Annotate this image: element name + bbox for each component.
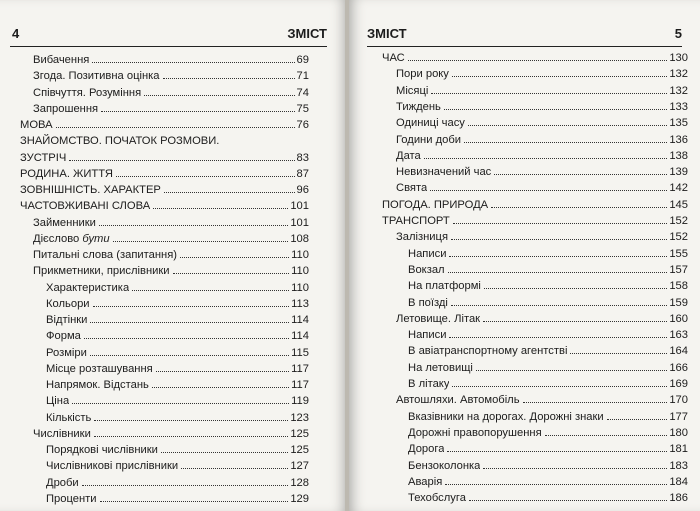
toc-page-number: 180	[669, 426, 688, 439]
toc-page-number: 69	[296, 54, 309, 66]
toc-entry-text: В поїзді	[408, 296, 448, 309]
toc-entry	[46, 442, 309, 459]
toc-entry-title	[396, 164, 491, 181]
toc-entry-text: ЗНАЙОМСТВО. ПОЧАТОК РОЗМОВИ.	[20, 135, 220, 148]
toc-page-number: 125	[290, 444, 309, 456]
toc-page-number: 76	[296, 119, 309, 131]
toc-page-number: 164	[669, 345, 688, 358]
toc-entry-text: В авіатранспортному агентстві	[408, 345, 568, 358]
toc-leader-dots	[90, 322, 289, 323]
toc-entry-title	[33, 215, 96, 232]
toc-entry-title	[396, 148, 421, 165]
right-header-title: ЗМІСТ	[367, 26, 407, 41]
toc-entry	[408, 474, 688, 491]
toc-entry	[33, 263, 309, 280]
toc-entry	[408, 425, 688, 442]
toc-page-number: 186	[669, 492, 688, 505]
toc-page-number: 74	[296, 86, 309, 99]
toc-page-number: 152	[669, 215, 688, 227]
toc-page-number: 135	[669, 117, 688, 130]
toc-entry-title	[408, 441, 444, 458]
toc-entry-text: Дроби	[46, 476, 79, 489]
toc-entry-text: Невизначений час	[396, 166, 492, 179]
toc-entry	[408, 360, 688, 377]
toc-entry-text: Займенники	[33, 216, 96, 229]
toc-entry	[46, 491, 309, 508]
toc-entry-title	[20, 198, 150, 215]
toc-entry	[33, 101, 309, 118]
toc-page-number: 110	[291, 265, 309, 278]
toc-entry-text: Відтінки	[46, 314, 88, 326]
toc-entry-text: Запрошення	[33, 102, 99, 115]
toc-page-number: 139	[669, 166, 688, 179]
toc-entry	[33, 231, 309, 248]
toc-entry-text: Кількість	[46, 411, 92, 424]
toc-entry	[46, 393, 309, 410]
toc-entry	[20, 133, 309, 150]
toc-entry-text: ЗОВНІШНІСТЬ. ХАРАКТЕР	[20, 184, 161, 196]
toc-page-number: 117	[291, 362, 309, 375]
toc-entry-text: Дорога	[408, 443, 445, 456]
toc-leader-dots	[447, 451, 667, 452]
toc-page-number: 119	[291, 395, 309, 408]
toc-entry-text: Напрямок. Відстань	[46, 379, 149, 391]
toc-leader-dots	[173, 273, 290, 274]
left-header-title: ЗМІСТ	[287, 26, 327, 41]
toc-entry-title	[46, 345, 87, 362]
toc-entry	[46, 377, 309, 394]
toc-entry-text: Форма	[46, 330, 81, 343]
toc-leader-dots	[84, 338, 289, 339]
toc-page-number: 101	[290, 216, 309, 229]
toc-page-number: 115	[291, 346, 309, 359]
toc-leader-dots	[484, 288, 667, 289]
toc-leader-dots	[451, 239, 667, 240]
toc-leader-dots	[483, 468, 667, 469]
toc-leader-dots	[116, 176, 295, 177]
toc-page-number: 130	[669, 52, 688, 64]
toc-page-number: 184	[669, 475, 688, 488]
toc-page-number: 142	[669, 182, 688, 195]
toc-leader-dots	[56, 127, 295, 128]
toc-entry	[46, 475, 309, 492]
toc-leader-dots	[132, 290, 289, 291]
toc-entry-text: РОДИНА. ЖИТТЯ	[20, 167, 113, 180]
toc-entry-text: МОВА	[20, 119, 53, 131]
toc-page-number: 71	[296, 70, 309, 83]
toc-entry-text: Дата	[396, 149, 421, 162]
toc-entry	[46, 458, 309, 475]
toc-page-number: 132	[669, 68, 688, 81]
toc-entry-title	[408, 425, 542, 442]
toc-entry-italic: бути	[82, 232, 110, 245]
toc-entry-title	[396, 180, 427, 197]
toc-entry	[408, 278, 688, 295]
toc-entry-text: На платформі	[408, 280, 481, 293]
toc-leader-dots	[570, 353, 667, 354]
toc-leader-dots	[144, 95, 294, 96]
toc-leader-dots	[545, 435, 668, 436]
toc-entry	[396, 148, 688, 165]
toc-page-number: 136	[669, 133, 688, 146]
toc-leader-dots	[181, 468, 288, 469]
toc-page-number: 114	[291, 330, 309, 343]
toc-page-number: 113	[291, 297, 309, 310]
toc-entry-title	[408, 458, 480, 475]
toc-page-number: 108	[290, 232, 309, 245]
toc-entry-title	[396, 83, 428, 100]
toc-entry-title	[396, 66, 449, 83]
toc-entry-title	[396, 99, 441, 116]
toc-entry-text: ПОГОДА. ПРИРОДА	[382, 198, 489, 211]
toc-leader-dots	[607, 419, 668, 420]
toc-leader-dots	[494, 174, 667, 175]
toc-entry-text: ЗУСТРІЧ	[20, 151, 67, 164]
toc-entry-title	[396, 115, 465, 132]
toc-entry	[396, 99, 688, 116]
toc-entry	[408, 343, 688, 360]
toc-page-number: 127	[290, 460, 309, 473]
toc-page-number: 129	[290, 492, 309, 505]
toc-entry-text: Прикметники, прислівники	[33, 265, 170, 278]
toc-entry	[408, 246, 688, 263]
toc-entry	[46, 328, 309, 345]
toc-entry	[408, 490, 688, 507]
toc-entry-title	[46, 491, 97, 508]
toc-leader-dots	[156, 371, 289, 372]
toc-entry-text: Розміри	[46, 346, 87, 359]
toc-leader-dots	[99, 225, 288, 226]
toc-leader-dots	[464, 142, 667, 143]
left-header-rule	[10, 46, 327, 47]
toc-entry	[396, 83, 688, 100]
toc-page-number: 123	[290, 411, 309, 424]
toc-entry-text: Пори року	[396, 68, 449, 81]
right-page-number: 5	[674, 26, 682, 41]
toc-leader-dots	[94, 436, 289, 437]
toc-entry-text: Згода. Позитивна оцінка	[33, 70, 160, 83]
toc-entry-title	[408, 490, 466, 507]
toc-entry	[396, 229, 688, 246]
toc-entry	[46, 296, 309, 313]
toc-entry	[20, 117, 309, 134]
toc-leader-dots	[100, 501, 289, 502]
toc-entry	[408, 262, 688, 279]
toc-entry	[33, 52, 309, 69]
toc-entry-text: Техобслуга	[408, 492, 466, 505]
toc-entry-title	[46, 296, 90, 313]
toc-entry-title	[20, 166, 113, 183]
toc-leader-dots	[523, 402, 668, 403]
toc-entry	[396, 180, 688, 197]
toc-leader-dots	[431, 93, 667, 94]
toc-leader-dots	[452, 76, 667, 77]
toc-entry-text: Проценти	[46, 492, 97, 505]
toc-entry-text: Написи	[408, 247, 447, 260]
toc-entry-text: ЧАСТОВЖИВАНІ СЛОВА	[20, 200, 151, 213]
toc-entry	[396, 132, 688, 149]
toc-entry	[408, 441, 688, 458]
toc-leader-dots	[113, 241, 289, 242]
toc-leader-dots	[483, 321, 667, 322]
toc-entry-title	[396, 229, 448, 246]
toc-entry-title	[408, 343, 567, 360]
toc-entry-title	[408, 376, 449, 393]
toc-leader-dots	[453, 223, 668, 224]
toc-leader-dots	[448, 272, 668, 273]
toc-entry	[20, 166, 309, 183]
toc-leader-dots	[164, 192, 295, 193]
toc-entry	[396, 164, 688, 181]
toc-leader-dots	[430, 190, 667, 191]
toc-entry-title	[46, 393, 69, 410]
toc-entry-text: Кольори	[46, 297, 90, 310]
toc-page-number: 166	[669, 361, 688, 374]
toc-leader-dots	[180, 257, 289, 258]
toc-page-number: 145	[669, 198, 688, 211]
left-page-number: 4	[12, 26, 20, 41]
toc-page-number: 177	[669, 410, 688, 423]
toc-entry	[33, 247, 309, 264]
toc-entry	[20, 198, 309, 215]
toc-leader-dots	[93, 306, 290, 307]
toc-entry-text: Години доби	[396, 133, 462, 146]
toc-entry-text: Дорожні правопорушення	[408, 426, 542, 439]
toc-entry-text: Бензоколонка	[408, 459, 481, 472]
toc-leader-dots	[69, 160, 294, 161]
toc-entry-title	[20, 117, 53, 134]
toc-entry	[382, 213, 688, 230]
toc-entry-title	[46, 475, 79, 492]
toc-entry-title	[408, 295, 448, 312]
toc-entry	[46, 312, 309, 329]
toc-entry-text: Вказівники на дорогах. Дорожні знаки	[408, 410, 604, 423]
toc-entry-title	[46, 458, 178, 475]
toc-page-number: 87	[296, 167, 309, 180]
toc-leader-dots	[72, 403, 289, 404]
toc-entry-title	[46, 312, 87, 329]
toc-entry	[20, 150, 309, 167]
toc-entry-text: Вибачення	[33, 54, 90, 66]
toc-entry-title	[46, 442, 158, 459]
toc-leader-dots	[408, 60, 668, 61]
toc-leader-dots	[449, 256, 667, 257]
toc-entry-text: Ціна	[46, 395, 70, 408]
toc-page-number: 96	[296, 184, 309, 196]
toc-page-number: 159	[669, 296, 688, 309]
toc-entry-title	[408, 246, 446, 263]
toc-entry	[382, 50, 688, 67]
toc-leader-dots	[445, 484, 667, 485]
toc-entry-title	[396, 392, 520, 409]
toc-leader-dots	[491, 207, 667, 208]
toc-entry	[382, 197, 688, 214]
toc-page-number: 138	[669, 149, 688, 162]
toc-leader-dots	[82, 485, 289, 486]
toc-entry	[20, 182, 309, 199]
toc-entry-title	[46, 328, 81, 345]
toc-entry-title	[46, 410, 91, 427]
toc-entry-text: Аварія	[408, 475, 443, 488]
toc-page-number: 128	[290, 476, 309, 489]
toc-entry-text: Написи	[408, 329, 447, 342]
toc-page-number: 114	[291, 314, 309, 326]
toc-leader-dots	[161, 452, 288, 453]
toc-entry-title	[33, 263, 170, 280]
toc-leader-dots	[101, 111, 294, 112]
toc-entry	[396, 392, 688, 409]
toc-entry-text: Місяці	[396, 84, 429, 97]
toc-entry-title	[33, 231, 110, 248]
toc-entry-text: Місце розташування	[46, 362, 153, 375]
toc-leader-dots	[469, 500, 667, 501]
toc-leader-dots	[424, 158, 668, 159]
toc-entry-title	[408, 278, 481, 295]
toc-page-number: 157	[669, 263, 688, 276]
toc-page-number: 83	[296, 151, 309, 164]
toc-leader-dots	[153, 208, 288, 209]
toc-page-number: 110	[291, 281, 309, 294]
toc-entry-title	[46, 280, 129, 297]
toc-entry-title	[33, 426, 91, 443]
toc-entry-text: Дієслово	[33, 232, 83, 245]
toc-entry-text: Співчуття. Розуміння	[33, 86, 142, 99]
toc-entry-text: Числівники	[33, 427, 91, 440]
toc-page-number: 160	[669, 312, 688, 325]
toc-leader-dots	[152, 387, 289, 388]
toc-entry-text: Числівникові прислівники	[46, 460, 179, 473]
toc-entry	[396, 311, 688, 328]
toc-entry-title	[46, 361, 153, 378]
toc-entry-title	[46, 377, 149, 394]
toc-entry-title	[20, 133, 219, 150]
toc-leader-dots	[449, 337, 667, 338]
toc-leader-dots	[476, 370, 667, 371]
toc-page-number: 101	[290, 200, 309, 213]
right-header-rule	[367, 46, 682, 47]
toc-leader-dots	[92, 62, 294, 63]
toc-entry	[408, 409, 688, 426]
toc-leader-dots	[451, 305, 667, 306]
toc-entry	[33, 426, 309, 443]
toc-entry-text: ЧАС	[382, 52, 405, 64]
toc-entry-text: Летовище. Літак	[396, 312, 481, 325]
toc-page-number: 125	[290, 427, 309, 440]
toc-entry-title	[382, 50, 405, 67]
toc-page-number: 152	[669, 231, 688, 244]
toc-entry	[408, 295, 688, 312]
toc-entry-title	[396, 132, 461, 149]
toc-entry	[408, 376, 688, 393]
toc-entry	[33, 68, 309, 85]
toc-page-number: 158	[669, 280, 688, 293]
toc-entry-title	[20, 150, 66, 167]
toc-leader-dots	[444, 109, 667, 110]
toc-entry-title	[382, 213, 450, 230]
toc-entry-text: Характеристика	[46, 281, 130, 294]
toc-entry	[46, 345, 309, 362]
toc-page-number: 183	[669, 459, 688, 472]
toc-entry-text: Вокзал	[408, 263, 445, 276]
toc-entry-title	[408, 262, 445, 279]
left-page	[0, 0, 347, 511]
toc-entry-text: Одиниці часу	[396, 117, 465, 130]
toc-entry-title	[33, 68, 160, 85]
toc-entry-title	[382, 197, 488, 214]
toc-entry	[46, 280, 309, 297]
toc-entry-title	[33, 85, 141, 102]
toc-entry-text: Свята	[396, 182, 428, 195]
toc-page-number: 110	[291, 249, 309, 261]
toc-entry-text: Тиждень	[396, 100, 441, 113]
toc-entry-text: Автошляхи. Автомобіль	[396, 394, 520, 407]
toc-entry	[396, 115, 688, 132]
toc-page-number: 132	[669, 84, 688, 97]
toc-leader-dots	[94, 420, 288, 421]
toc-entry	[408, 327, 688, 344]
toc-entry-title	[396, 311, 480, 328]
toc-page-number: 133	[669, 100, 688, 113]
toc-entry-title	[408, 409, 604, 426]
toc-entry-title	[408, 474, 442, 491]
toc-entry-text: В літаку	[408, 378, 450, 390]
toc-page-number: 117	[291, 379, 309, 391]
toc-entry-title	[20, 182, 161, 199]
toc-entry-text: Питальні слова (запитання)	[33, 249, 178, 261]
toc-entry	[46, 361, 309, 378]
toc-leader-dots	[468, 125, 667, 126]
toc-page-number: 163	[669, 329, 688, 342]
toc-entry-text: На летовищі	[408, 361, 473, 374]
toc-entry-title	[33, 247, 177, 264]
toc-entry-title	[33, 52, 89, 69]
toc-leader-dots	[163, 78, 295, 79]
toc-page-number: 155	[669, 247, 688, 260]
toc-page-number: 170	[669, 394, 688, 407]
toc-entry	[46, 410, 309, 427]
toc-page-number: 169	[669, 378, 688, 390]
toc-page-number: 75	[296, 102, 309, 115]
right-page	[349, 0, 700, 511]
toc-leader-dots	[90, 355, 289, 356]
toc-entry	[33, 215, 309, 232]
toc-entry-title	[408, 360, 473, 377]
toc-entry-text: ТРАНСПОРТ	[382, 215, 450, 227]
toc-entry	[33, 85, 309, 102]
toc-entry-title	[33, 101, 98, 118]
toc-page-number: 181	[669, 443, 688, 456]
toc-leader-dots	[452, 386, 667, 387]
toc-entry-text: Порядкові числівники	[46, 444, 158, 456]
toc-entry	[396, 66, 688, 83]
toc-entry	[408, 458, 688, 475]
toc-entry-title	[408, 327, 446, 344]
toc-entry-text: Залізниця	[396, 231, 449, 244]
